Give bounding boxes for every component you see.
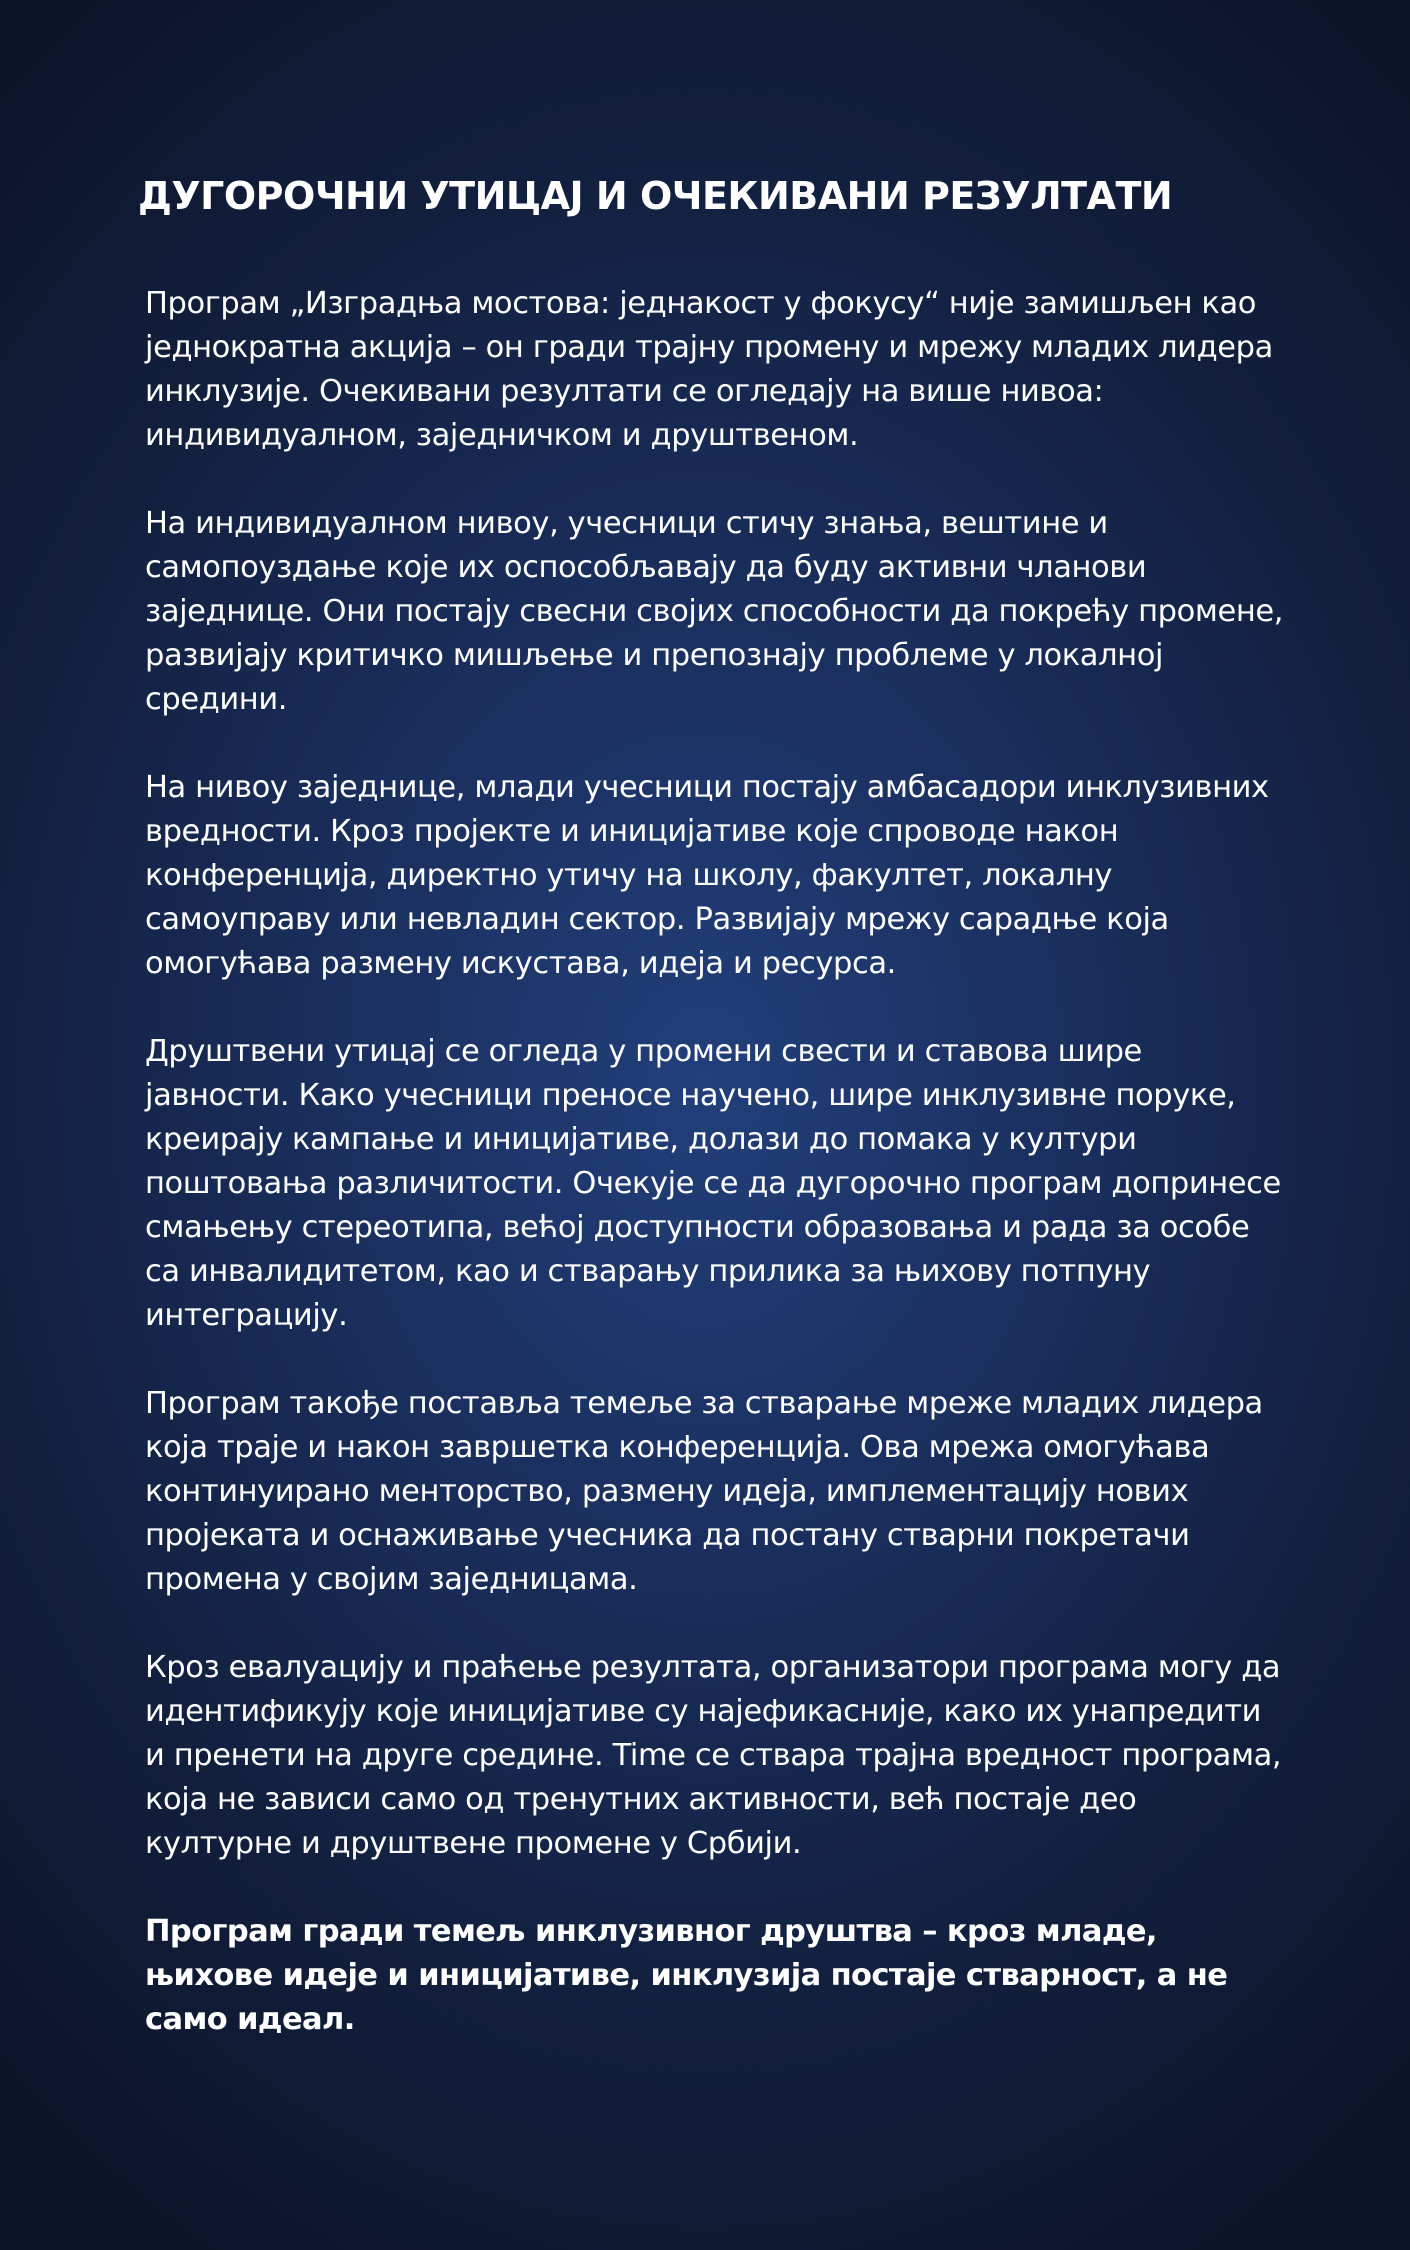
paragraph-evaluation: Кроз евалуацију и праћење резултата, организатори програма могу да идентификују које иницијативе су најефикасније, како их унапредити и пренети на друге средине. Time се ствара трајна вредност програма, која не зависи само од тренутних активности, већ постаје део културне и друштвене промене у Србији.	[145, 1650, 1282, 1861]
closing-statement: Програм гради темељ инклузивног друштва – кроз младе, њихове идеје и иницијативе, инклузија постаје стварност, а не само идеал.	[145, 1914, 1228, 2037]
document-body	[145, 282, 1285, 2042]
paragraph-community-level: На нивоу заједнице, млади учесници постају амбасадори инклузивних вредности. Кроз пројекте и иницијативе које спроводе након конференција, директно утичу на школу, факултет, локалну самоуправу или невладин сектор. Развијају мрежу сарадње која омогућава размену искустава, идеја и ресурса.	[145, 770, 1269, 981]
page-title: ДУГОРОЧНИ УТИЦАЈ И ОЧЕКИВАНИ РЕЗУЛТАТИ	[138, 174, 1173, 218]
paragraph-social-impact: Друштвени утицај се огледа у промени свести и ставова шире јавности. Како учесници преносе научено, шире инклузивне поруке, креирају кампање и иницијативе, долази до помака у култури поштовања различитости. Очекује се да дугорочно програм допринесе смањењу стереотипа, већој доступности образовања и рада за особе са инвалидитетом, као и стварању прилика за њихову потпуну интеграцију.	[145, 1034, 1281, 1333]
paragraph-intro: Програм „Изградња мостова: једнакост у фокусу“ није замишљен као једнократна акција – он гради трајну промену и мрежу младих лидера инклузије. Очекивани резултати се огледају на више нивоа: индивидуалном, заједничком и друштвеном.	[145, 286, 1273, 453]
paragraph-individual-level: На индивидуалном нивоу, учесници стичу знања, вештине и самопоуздање које их оспособљавају да буду активни чланови заједнице. Они постају свесни својих способности да покрећу промене, развијају критичко мишљење и препознају проблеме у локалној средини.	[145, 506, 1284, 717]
paragraph-leader-network: Програм такође поставља темеље за стварање мреже младих лидера која траје и након завршетка конференција. Ова мрежа омогућава континуирано менторство, размену идеја, имплементацију нових пројеката и оснаживање учесника да постану стварни покретачи промена у својим заједницама.	[145, 1386, 1263, 1597]
